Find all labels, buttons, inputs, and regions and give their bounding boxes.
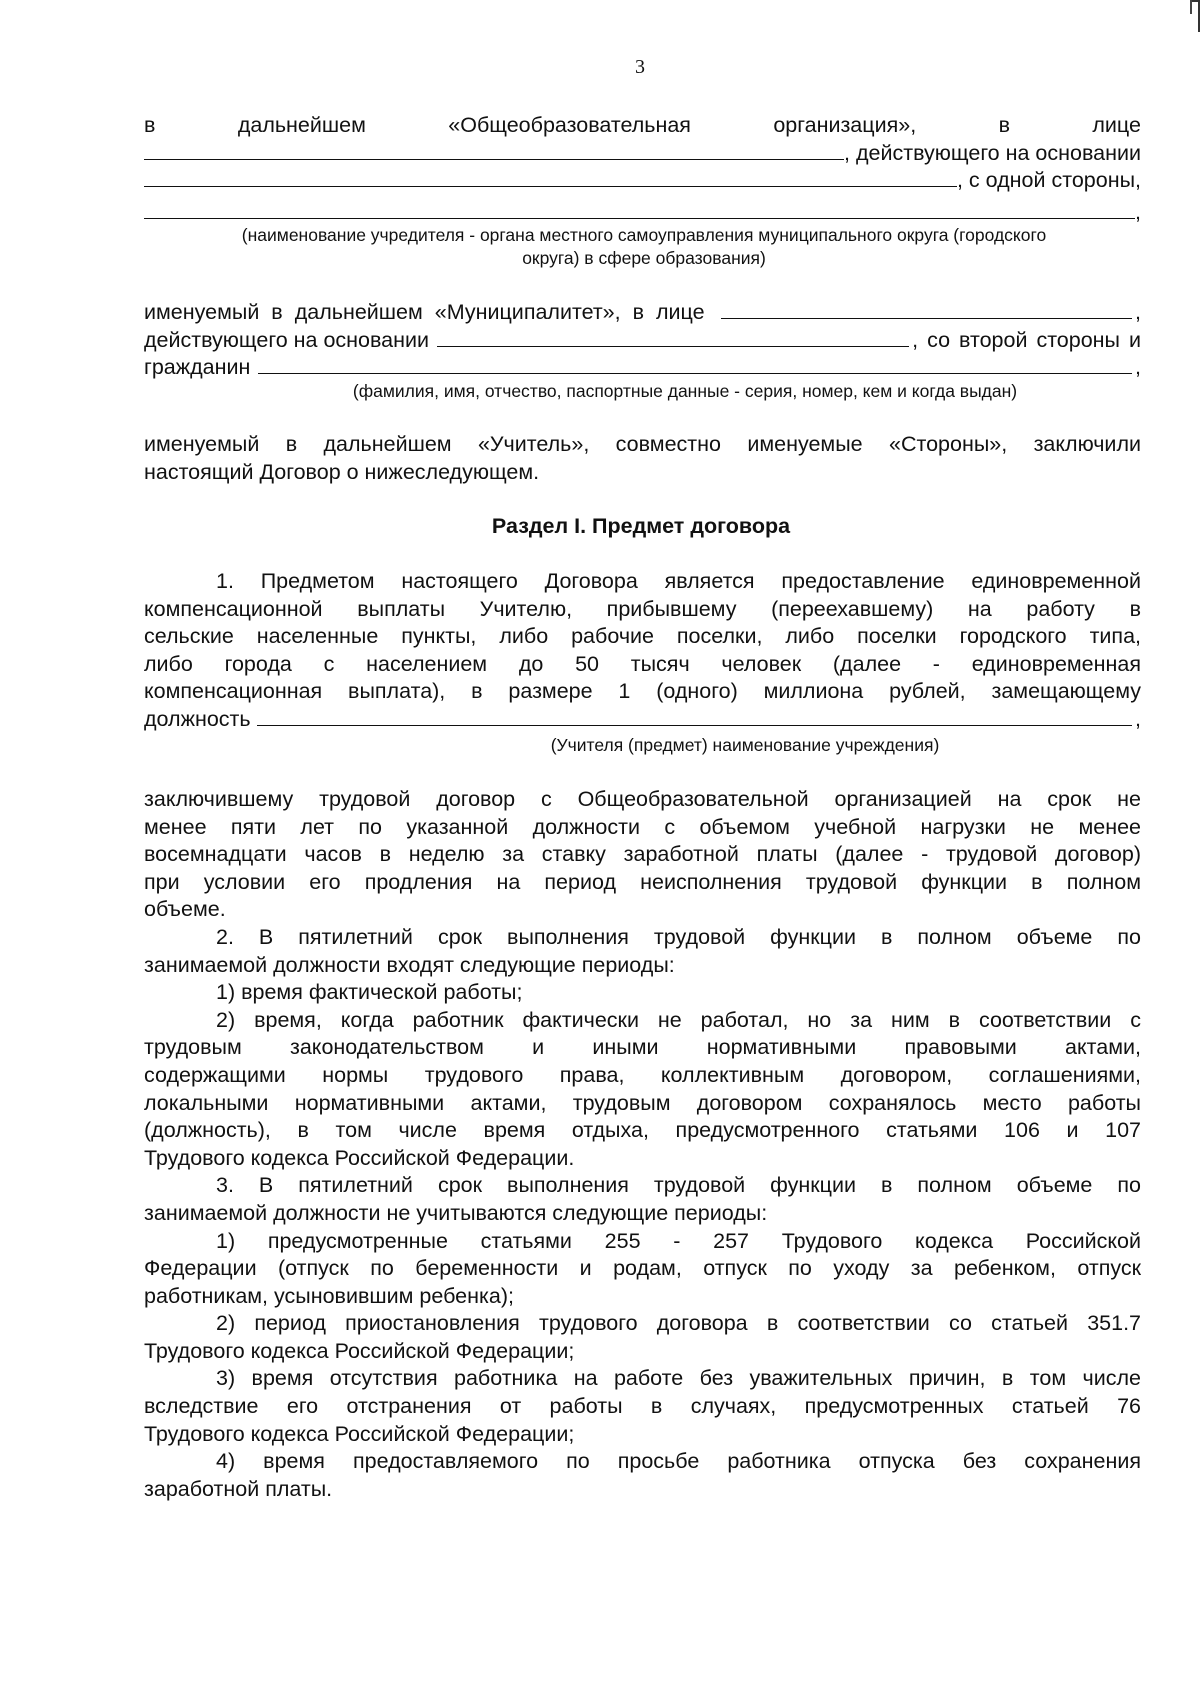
intro-line-1: в дальнейшем «Общеобразовательная организация», в лице	[144, 113, 1141, 137]
citizen-caption: (фамилия, имя, отчество, паспортные данные - серия, номер, кем и когда выдан)	[352, 381, 1018, 401]
body-line: вследствие его отстранения от работы в случаях, предусмотренных статьей 76	[144, 1394, 1141, 1419]
fill-in-blank	[144, 199, 1135, 219]
fill-in-blank	[437, 327, 909, 347]
fill-in-blank	[144, 140, 844, 160]
body-line: объеме.	[144, 897, 226, 922]
fill-in-blank	[257, 706, 1132, 726]
teacher-block: именуемый в дальнейшем «Учитель», совместно именуемые «Стороны», заключили настоящий Договор о нижеследующем.	[144, 432, 1141, 484]
intro-line-2: , действующего на основании	[144, 140, 1141, 168]
scan-edge-mark	[1190, 0, 1192, 14]
body-line: при условии его продления на период неисполнения трудовой функции в полном	[144, 869, 1141, 894]
body-line: локальными нормативными актами, трудовым договором сохранялось место работы	[144, 1090, 1141, 1115]
body-line: Трудового кодекса Российской Федерации.	[144, 1145, 575, 1170]
body-line: 1) время фактической работы;	[216, 980, 523, 1005]
fill-in-blank	[258, 354, 1132, 374]
body-line: (должность), в том числе время отдыха, предусмотренного статьями 106 и 107	[144, 1118, 1141, 1143]
page-number: 3	[635, 56, 645, 78]
body-line: восемнадцати часов в неделю за ставку заработной платы (далее - трудовой договор)	[144, 842, 1141, 867]
position-caption: (Учителя (предмет) наименование учреждения)	[550, 735, 940, 755]
section-title: Раздел I. Предмет договора	[491, 514, 791, 538]
intro-block	[144, 112, 1141, 226]
intro-line-4: ,	[144, 199, 1141, 227]
body-line: Трудового кодекса Российской Федерации;	[144, 1421, 575, 1446]
body-line: содержащими нормы трудового права, коллективным договором, соглашениями,	[144, 1062, 1141, 1087]
founder-caption: (наименование учредителя - органа местного самоуправления муниципального округа (городского округа) в сфере образования)	[241, 225, 1047, 268]
body-line: 2) период приостановления трудового договора в соответствии со статьей 351.7	[216, 1311, 1141, 1336]
fill-in-blank	[144, 167, 957, 187]
body-line: менее пяти лет по указанной должности с объемом учебной нагрузки не менее	[144, 814, 1141, 839]
body-line: 4) время предоставляемого по просьбе работника отпуска без сохранения	[216, 1449, 1141, 1474]
body-line: Федерации (отпуск по беременности и родам, отпуск по уходу за ребенком, отпуск	[144, 1256, 1141, 1281]
body-line: 1) предусмотренные статьями 255 - 257 Трудового кодекса Российской	[216, 1228, 1141, 1253]
body-line: 3. В пятилетний срок выполнения трудовой функции в полном объеме по	[216, 1173, 1141, 1198]
clause-1: 1. Предметом настоящего Договора является предоставление единовременной компенсационной выплаты Учителю, прибывшему (переехавшему) на работу в сельские населенные пункты, либо рабочие поселки, либо поселки городского типа, либо города с населением до 50 тысяч человек (далее - единовременная компенсационная выплата), в размере 1 (одного) миллиона рублей, замещающему должность ,	[144, 568, 1141, 734]
fill-in-blank	[721, 299, 1132, 319]
municipality-line-2: действующего на основании , со второй стороны и	[144, 327, 1141, 352]
clause-body	[144, 786, 1141, 1503]
body-line: занимаемой должности входят следующие периоды:	[144, 952, 675, 977]
municipality-line-1: именуемый в дальнейшем «Муниципалитет», в лице ,	[144, 300, 1141, 324]
intro-line-3: , с одной стороны,	[144, 167, 1141, 195]
body-line: занимаемой должности не учитываются следующие периоды:	[144, 1200, 768, 1225]
body-line: заработной платы.	[144, 1476, 333, 1501]
municipality-block	[144, 299, 1141, 382]
municipality-line-3: гражданин ,	[144, 355, 1141, 380]
body-line: работникам, усыновившим ребенка);	[144, 1283, 514, 1308]
body-line: 3) время отсутствия работника на работе без уважительных причин, в том числе	[216, 1366, 1141, 1391]
body-line: 2) время, когда работник фактически не работал, но за ним в соответствии с	[216, 1007, 1141, 1032]
body-line: заключившему трудовой договор с Общеобразовательной организацией на срок не	[144, 787, 1141, 811]
body-line: трудовым законодательством и иными нормативными правовыми актами,	[144, 1035, 1141, 1060]
clause-1-line-6: должность ,	[144, 706, 1141, 731]
body-line: 2. В пятилетний срок выполнения трудовой функции в полном объеме по	[216, 924, 1141, 949]
body-line: Трудового кодекса Российской Федерации;	[144, 1338, 575, 1363]
